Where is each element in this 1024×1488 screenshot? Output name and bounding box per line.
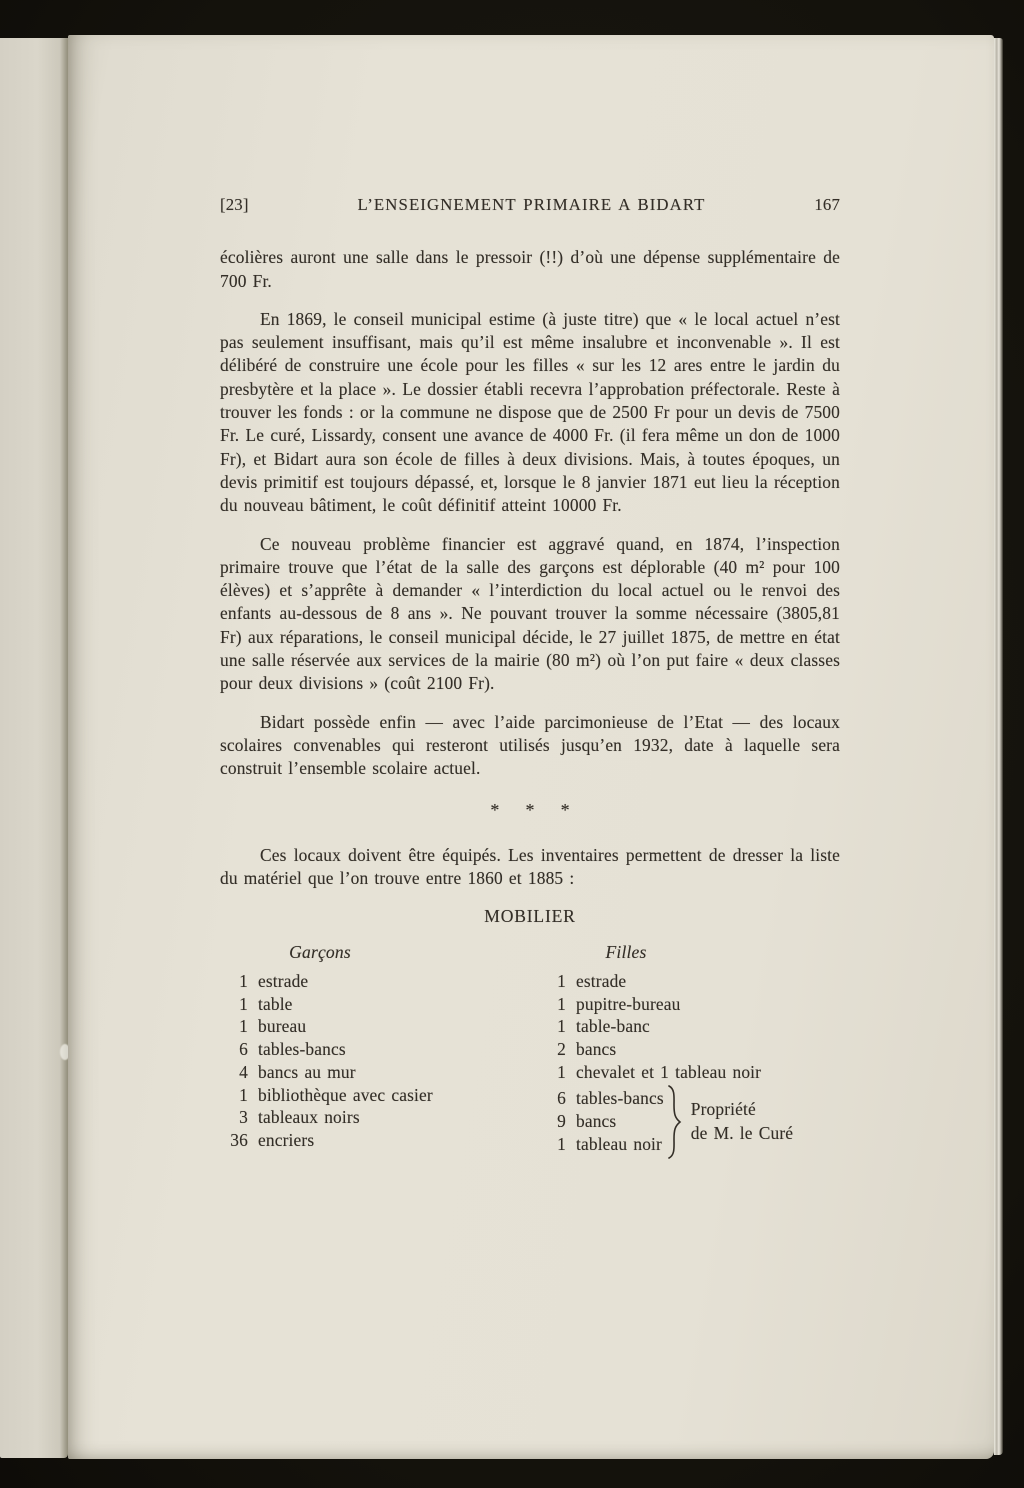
ownership-note-line: Propriété	[690, 1099, 756, 1120]
paragraph-4: Bidart possède enfin — avec l’aide parcimonieuse de l’Etat — des locaux scolaires convenables qui resteront utilisés jusqu’en 1932, date à laquelle sera construit l’ensemble scolaire actuel.	[220, 711, 840, 779]
inventory-item	[538, 970, 840, 993]
page-number: 167	[814, 195, 840, 214]
item-label: estrade	[576, 971, 627, 992]
inventory-item	[220, 1084, 538, 1107]
item-label: table-banc	[576, 1016, 650, 1037]
column-header-garcons: Garçons	[289, 941, 351, 962]
item-label: tableaux noirs	[258, 1107, 360, 1128]
inventory-item	[538, 1015, 840, 1038]
page-header	[220, 193, 840, 216]
braced-item-group	[538, 1084, 840, 1160]
inventory-item	[220, 1106, 538, 1129]
inventory-item	[220, 970, 538, 993]
inventory-item	[538, 993, 840, 1016]
item-label: encriers	[258, 1129, 315, 1150]
item-qty: 1	[239, 1084, 248, 1105]
item-label: bibliothèque avec casier	[258, 1084, 433, 1105]
inventory-item	[220, 1015, 538, 1038]
facing-page-edge	[0, 38, 68, 1458]
inventory-item	[538, 1087, 664, 1110]
item-label: bureau	[258, 1016, 307, 1037]
column-filles	[538, 941, 840, 1160]
paragraph-3: Ce nouveau problème financier est aggravé quand, en 1874, l’inspection primaire trouve que l’état de la salle des garçons est déplorable (40 m² pour 100 élèves) et s’apprête à demander « l’interdiction du local actuel ou le renvoi des enfants au-dessous de 8 ans ». Ne pouvant trouver la somme nécessaire (3805,81 Fr) aux réparations, le conseil municipal décide, le 27 juillet 1875, de mettre en état une salle réservée aux services de la mairie (80 m²) où l’on put faire « deux classes pour deux divisions » (coût 2100 Fr).	[220, 533, 840, 694]
item-qty: 2	[557, 1039, 566, 1060]
item-qty: 1	[557, 1133, 566, 1154]
item-label: estrade	[258, 971, 309, 992]
grouping-brace-icon	[666, 1084, 682, 1160]
item-label: tableau noir	[576, 1133, 662, 1154]
column-header-filles: Filles	[605, 941, 647, 962]
inventory-item	[220, 1038, 538, 1061]
item-label: tables-bancs	[258, 1039, 346, 1060]
inventory-item	[538, 1110, 664, 1133]
braced-rows	[538, 1087, 664, 1155]
margin-reference: [23]	[220, 195, 249, 214]
item-label: chevalet et 1 tableau noir	[576, 1061, 762, 1082]
ownership-note-line: de M. le Curé	[690, 1122, 794, 1143]
item-qty: 3	[239, 1107, 248, 1128]
inventory-item	[538, 1061, 840, 1084]
item-qty: 1	[239, 993, 248, 1014]
item-qty: 6	[557, 1088, 566, 1109]
item-qty: 1	[557, 1061, 566, 1082]
paragraph-2: En 1869, le conseil municipal estime (à juste titre) que « le local actuel n’est pas seulement insuffisant, mais qu’il est même insalubre et inconvenable ». Il est délibéré de construire une école pour les filles « sur les 12 ares entre le jardin du presbytère et la place ». Le dossier établi recevra l’approbation préfectorale. Reste à trouver les fonds : or la commune ne dispose que de 2500 Fr pour un devis de 7500 Fr. Le curé, Lissardy, consent une avance de 4000 Fr. (il fera même un don de 1000 Fr), et Bidart aura son école de filles à deux divisions. Mais, à toutes époques, un devis primitif est toujours dépassé, et, lorsque le 8 janvier 1871 eut lieu la réception du nouveau bâtiment, le coût définitif atteint 10000 Fr.	[220, 308, 840, 516]
item-label: bancs	[576, 1111, 617, 1132]
running-title: L’ENSEIGNEMENT PRIMAIRE A BIDART	[357, 195, 706, 214]
paragraph-5: Ces locaux doivent être équipés. Les inventaires permettent de dresser la liste du matériel que l’on trouve entre 1860 et 1885 :	[220, 844, 840, 889]
mobilier-heading: MOBILIER	[484, 906, 576, 927]
inventory-item	[538, 1038, 840, 1061]
item-qty: 1	[557, 971, 566, 992]
item-qty: 6	[239, 1039, 248, 1060]
item-qty: 1	[557, 1016, 566, 1037]
item-qty: 1	[557, 993, 566, 1014]
item-label: bancs au mur	[258, 1061, 356, 1082]
item-qty: 4	[239, 1061, 248, 1082]
item-qty: 36	[230, 1129, 248, 1150]
inventory-item	[220, 1061, 538, 1084]
item-qty: 1	[239, 1016, 248, 1037]
item-qty: 9	[557, 1111, 566, 1132]
page-stack-edge	[994, 38, 1003, 1455]
column-garcons	[220, 941, 538, 1160]
item-label: bancs	[576, 1039, 617, 1060]
inventory-columns	[220, 941, 840, 1160]
item-label: pupitre-bureau	[576, 993, 681, 1014]
inventory-item	[538, 1133, 664, 1156]
inventory-item	[220, 1129, 538, 1152]
paragraph-1: écolières auront une salle dans le pressoir (!!) d’où une dépense supplémentaire de 700 Fr.	[220, 247, 840, 291]
page-content	[220, 193, 840, 1160]
item-label: tables-bancs	[576, 1088, 664, 1109]
book-page	[68, 35, 994, 1459]
inventory-item	[220, 993, 538, 1016]
ownership-note	[691, 1098, 793, 1145]
item-label: table	[258, 993, 293, 1014]
item-qty: 1	[239, 971, 248, 992]
section-separator: * * *	[490, 799, 580, 820]
